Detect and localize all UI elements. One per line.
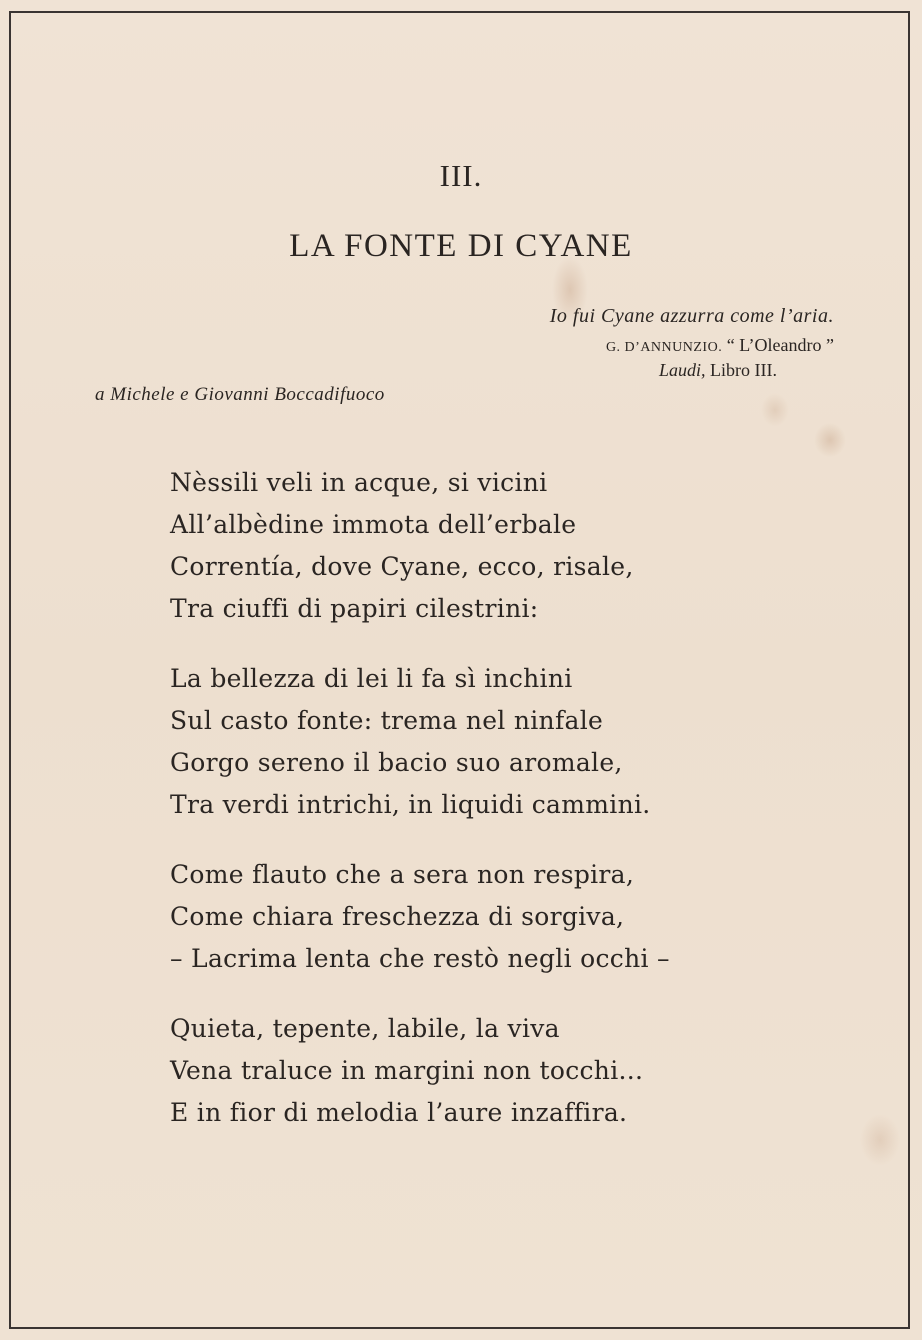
poem-line: Sul casto fonte: trema nel ninfale xyxy=(170,706,604,735)
poem-line: Come chiara freschezza di sorgiva, xyxy=(170,902,625,931)
poem-line: Quieta, tepente, labile, la viva xyxy=(170,1014,560,1043)
epigraph-work: “ L’Oleandro ” xyxy=(726,335,834,355)
stanza xyxy=(170,658,820,826)
poem-line: La bellezza di lei li fa sì inchini xyxy=(170,664,573,693)
epigraph-book: Laudi, xyxy=(659,360,706,380)
poem-line: Vena traluce in margini non tocchi... xyxy=(170,1056,644,1085)
poem-line: Tra verdi intrichi, in liquidi cammini. xyxy=(170,790,651,819)
poem-line: Come flauto che a sera non respira, xyxy=(170,860,635,889)
poem-line: All’albèdine immota dell’erbale xyxy=(170,510,577,539)
poem-line: Gorgo sereno il bacio suo aromale, xyxy=(170,748,623,777)
poem-line: E in fior di melodia l’aure inzaffira. xyxy=(170,1098,628,1127)
epigraph-attribution xyxy=(606,335,834,356)
poem-body xyxy=(170,462,820,1162)
epigraph-source xyxy=(659,360,777,381)
dedication: a Michele e Giovanni Boccadifuoco xyxy=(95,384,385,405)
poem-line: Tra ciuffi di papiri cilestrini: xyxy=(170,594,539,623)
stanza xyxy=(170,462,820,630)
epigraph-quote: Io fui Cyane azzurra come l’aria. xyxy=(549,305,834,327)
section-numeral: III. xyxy=(439,158,483,193)
epigraph-part: Libro III. xyxy=(710,360,777,380)
poem-line: Nèssili veli in acque, si vicini xyxy=(170,468,548,497)
stanza xyxy=(170,854,820,980)
poem-line: – Lacrima lenta che restò negli occhi – xyxy=(170,944,670,973)
poem-title: LA FONTE DI CYANE xyxy=(289,228,633,264)
epigraph-author: G. D’ANNUNZIO. xyxy=(605,340,723,355)
poem-line: Correntía, dove Cyane, ecco, risale, xyxy=(170,552,634,581)
stanza xyxy=(170,1008,820,1134)
